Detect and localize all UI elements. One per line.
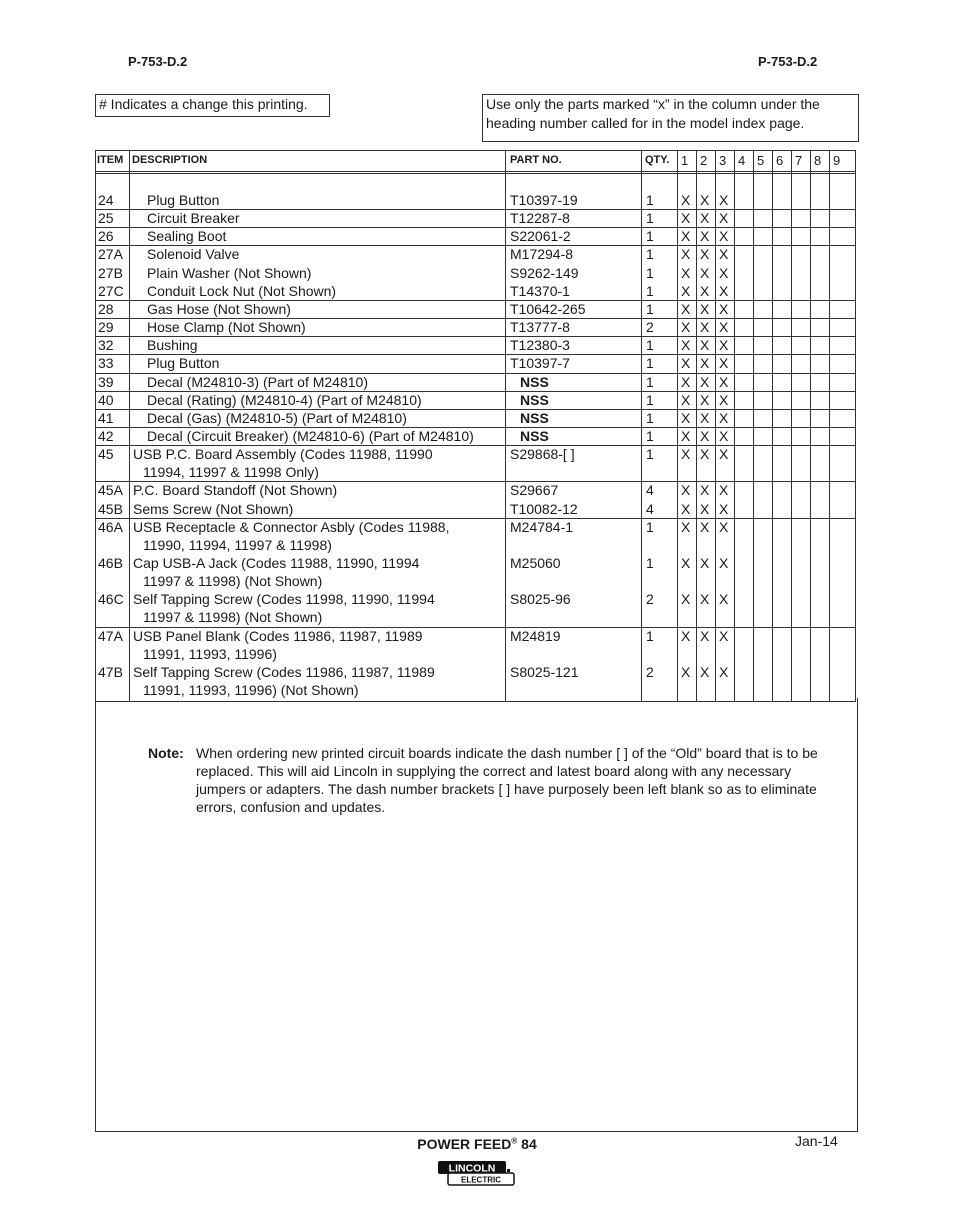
model-mark-1: X	[681, 591, 691, 608]
model-mark-2: X	[700, 391, 710, 408]
part-number: S9262-149	[510, 264, 579, 281]
quantity: 4	[646, 482, 654, 499]
header-model-8: 8	[814, 153, 822, 168]
quantity: 1	[646, 337, 654, 354]
quantity: 1	[646, 427, 654, 444]
model-mark-1: X	[681, 246, 691, 263]
header-model-7: 7	[795, 153, 803, 168]
model-mark-3: X	[719, 264, 729, 281]
model-mark-1: X	[681, 264, 691, 281]
item-number: 41	[98, 409, 114, 426]
model-mark-3: X	[719, 518, 729, 535]
model-mark-1: X	[681, 391, 691, 408]
model-mark-1: X	[681, 627, 691, 644]
item-number: 47A	[98, 627, 123, 644]
quantity: 2	[646, 663, 654, 680]
model-mark-2: X	[700, 663, 710, 680]
quantity: 1	[646, 518, 654, 535]
model-mark-1: X	[681, 373, 691, 390]
item-number: 24	[98, 192, 114, 208]
footer-registered: ®	[511, 1136, 518, 1146]
logo-top-text: LINCOLN	[448, 1162, 496, 1175]
header-model-6: 6	[776, 153, 784, 168]
model-mark-1: X	[681, 192, 691, 208]
model-mark-3: X	[719, 591, 729, 608]
header-model-4: 4	[738, 153, 746, 168]
model-mark-3: X	[719, 228, 729, 245]
item-description: Sems Screw (Not Shown)	[133, 500, 294, 517]
header-model-2: 2	[700, 153, 708, 168]
model-mark-3: X	[719, 337, 729, 354]
item-description: USB Receptacle & Connector Asbly (Codes 11988,	[133, 518, 450, 535]
header-model-5: 5	[757, 153, 765, 168]
model-mark-3: X	[719, 446, 729, 463]
item-description: USB Panel Blank (Codes 11986, 11987, 11989	[133, 627, 423, 644]
item-description: Plug Button	[147, 355, 220, 372]
model-mark-2: X	[700, 300, 710, 317]
quantity: 1	[646, 355, 654, 372]
model-mark-3: X	[719, 319, 729, 336]
model-mark-3: X	[719, 482, 729, 499]
part-number-nss: NSS	[520, 373, 549, 390]
model-mark-2: X	[700, 319, 710, 336]
item-description: Bushing	[147, 337, 198, 354]
model-mark-3: X	[719, 391, 729, 408]
model-mark-1: X	[681, 228, 691, 245]
model-mark-2: X	[700, 192, 710, 208]
model-mark-1: X	[681, 337, 691, 354]
item-description: Gas Hose (Not Shown)	[147, 300, 291, 317]
item-number: 39	[98, 373, 114, 390]
header-qty: QTY.	[645, 154, 670, 166]
model-mark-2: X	[700, 282, 710, 299]
item-description: Decal (M24810-3) (Part of M24810)	[147, 373, 368, 390]
item-number: 32	[98, 337, 114, 354]
item-description: Self Tapping Screw (Codes 11998, 11990, 11994	[133, 591, 435, 608]
item-number: 46C	[98, 591, 124, 608]
quantity: 1	[646, 446, 654, 463]
item-description: Plain Washer (Not Shown)	[147, 264, 312, 281]
item-description: 11990, 11994, 11997 & 11998)	[143, 536, 332, 553]
item-description: 11991, 11993, 11996)	[143, 645, 277, 662]
part-number: T10082-12	[510, 500, 578, 517]
part-number: S8025-121	[510, 663, 579, 680]
model-mark-2: X	[700, 246, 710, 263]
model-mark-3: X	[719, 300, 729, 317]
item-number: 28	[98, 300, 114, 317]
item-number: 26	[98, 228, 114, 245]
model-mark-2: X	[700, 228, 710, 245]
quantity: 1	[646, 264, 654, 281]
model-mark-1: X	[681, 409, 691, 426]
part-number: T12287-8	[510, 210, 570, 227]
item-number: 45	[98, 446, 114, 463]
item-description: Hose Clamp (Not Shown)	[147, 319, 306, 336]
quantity: 1	[646, 282, 654, 299]
item-number: 45A	[98, 482, 123, 499]
model-mark-2: X	[700, 373, 710, 390]
quantity: 1	[646, 409, 654, 426]
usage-notice-box	[482, 94, 859, 142]
model-mark-3: X	[719, 555, 729, 571]
item-description: Solenoid Valve	[147, 246, 240, 263]
item-number: 29	[98, 319, 114, 336]
item-number: 25	[98, 210, 114, 227]
part-number: T10397-7	[510, 355, 570, 372]
part-number: S29868-[ ]	[510, 446, 575, 463]
parts-table	[95, 150, 856, 1132]
item-number: 47B	[98, 663, 123, 680]
model-mark-2: X	[700, 591, 710, 608]
footer-model: 84	[521, 1136, 537, 1152]
header-left-code: P-753-D.2	[128, 54, 188, 69]
item-description: 11994, 11997 & 11998 Only)	[143, 464, 319, 481]
part-number: M24819	[510, 627, 561, 644]
item-number: 45B	[98, 500, 123, 517]
item-description: P.C. Board Standoff (Not Shown)	[133, 482, 338, 499]
model-mark-1: X	[681, 427, 691, 444]
item-description: Conduit Lock Nut (Not Shown)	[147, 282, 337, 299]
quantity: 1	[646, 192, 654, 208]
item-number: 27A	[98, 246, 123, 263]
header-right-code: P-753-D.2	[758, 54, 818, 69]
header-model-1: 1	[681, 153, 689, 168]
quantity: 4	[646, 500, 654, 517]
header-item: ITEM	[97, 154, 124, 166]
note-label: Note:	[148, 745, 184, 761]
part-number: M17294-8	[510, 246, 574, 263]
quantity: 1	[646, 391, 654, 408]
model-mark-1: X	[681, 210, 691, 227]
part-number: S22061-2	[510, 228, 571, 245]
part-number: M25060	[510, 555, 561, 571]
model-mark-2: X	[700, 337, 710, 354]
item-number: 40	[98, 391, 114, 408]
model-mark-2: X	[700, 409, 710, 426]
model-mark-1: X	[681, 482, 691, 499]
part-number-nss: NSS	[520, 409, 549, 426]
model-mark-3: X	[719, 663, 729, 680]
model-mark-1: X	[681, 355, 691, 372]
model-mark-1: X	[681, 518, 691, 535]
model-mark-2: X	[700, 500, 710, 517]
item-description: Decal (Gas) (M24810-5) (Part of M24810)	[147, 409, 407, 426]
model-mark-2: X	[700, 518, 710, 535]
item-number: 33	[98, 355, 114, 372]
part-number-nss: NSS	[520, 391, 549, 408]
header-part-no: PART NO.	[510, 154, 562, 166]
item-description: 11997 & 11998) (Not Shown)	[143, 573, 323, 590]
part-number: T10642-265	[510, 300, 586, 317]
model-mark-2: X	[700, 482, 710, 499]
model-mark-1: X	[681, 555, 691, 571]
quantity: 1	[646, 555, 654, 571]
model-mark-2: X	[700, 627, 710, 644]
item-description: Decal (Rating) (M24810-4) (Part of M24810)	[147, 391, 422, 408]
part-number: T13777-8	[510, 319, 570, 336]
item-description: 11991, 11993, 11996) (Not Shown)	[143, 682, 359, 699]
model-mark-2: X	[700, 555, 710, 571]
model-mark-3: X	[719, 373, 729, 390]
model-mark-1: X	[681, 500, 691, 517]
model-mark-2: X	[700, 210, 710, 227]
logo-bottom-text: ELECTRIC	[461, 1175, 501, 1185]
model-mark-2: X	[700, 264, 710, 281]
item-description: Cap USB-A Jack (Codes 11988, 11990, 11994	[133, 555, 420, 571]
model-mark-3: X	[719, 500, 729, 517]
item-description: Sealing Boot	[147, 228, 227, 245]
quantity: 2	[646, 319, 654, 336]
quantity: 1	[646, 246, 654, 263]
part-number-nss: NSS	[520, 427, 549, 444]
part-number: S8025-96	[510, 591, 571, 608]
model-mark-1: X	[681, 663, 691, 680]
model-mark-3: X	[719, 627, 729, 644]
item-description: Decal (Circuit Breaker) (M24810-6) (Part of M24810)	[147, 427, 474, 444]
quantity: 1	[646, 228, 654, 245]
quantity: 1	[646, 210, 654, 227]
item-number: 27B	[98, 264, 123, 281]
model-mark-1: X	[681, 282, 691, 299]
model-mark-2: X	[700, 427, 710, 444]
footer-product: POWER FEED	[417, 1136, 512, 1152]
quantity: 1	[646, 373, 654, 390]
usage-notice-text: Use only the parts marked “x” in the column under the heading number called for in the model index page.	[486, 96, 820, 131]
item-description: USB P.C. Board Assembly (Codes 11988, 11990	[133, 446, 433, 463]
item-description: 11997 & 11998) (Not Shown)	[143, 609, 323, 626]
header-description: DESCRIPTION	[132, 154, 208, 166]
model-mark-3: X	[719, 282, 729, 299]
item-number: 46A	[98, 518, 123, 535]
model-mark-3: X	[719, 355, 729, 372]
part-number: M24784-1	[510, 518, 574, 535]
lincoln-electric-logo-icon	[437, 1160, 515, 1186]
item-number: 27C	[98, 282, 124, 299]
part-number: T14370-1	[510, 282, 570, 299]
model-mark-3: X	[719, 192, 729, 208]
quantity: 1	[646, 300, 654, 317]
model-mark-3: X	[719, 427, 729, 444]
model-mark-3: X	[719, 409, 729, 426]
item-number: 42	[98, 427, 114, 444]
header-model-9: 9	[833, 153, 841, 168]
item-number: 46B	[98, 555, 123, 571]
model-mark-1: X	[681, 319, 691, 336]
part-number: T12380-3	[510, 337, 570, 354]
quantity: 1	[646, 627, 654, 644]
change-notice-text: # Indicates a change this printing.	[99, 96, 308, 112]
model-mark-1: X	[681, 446, 691, 463]
change-notice-box	[95, 94, 330, 117]
model-mark-2: X	[700, 355, 710, 372]
model-mark-1: X	[681, 300, 691, 317]
footer-date: Jan-14	[795, 1133, 838, 1149]
model-mark-3: X	[719, 246, 729, 263]
note-text: When ordering new printed circuit boards indicate the dash number [ ] of the “Old” board that is to be replaced. This will aid Lincoln in supplying the correct and latest board along with any necessary jumpers or adapters. The dash number brackets [ ] have purposely been left blank so as to eliminate errors, confusion and updates.	[196, 745, 818, 815]
part-number: S29667	[510, 482, 559, 499]
model-mark-3: X	[719, 210, 729, 227]
model-mark-2: X	[700, 446, 710, 463]
header-model-3: 3	[719, 153, 727, 168]
item-description: Circuit Breaker	[147, 210, 240, 227]
item-description: Plug Button	[147, 192, 220, 208]
quantity: 2	[646, 591, 654, 608]
item-description: Self Tapping Screw (Codes 11986, 11987, 11989	[133, 663, 435, 680]
part-number: T10397-19	[510, 192, 578, 208]
